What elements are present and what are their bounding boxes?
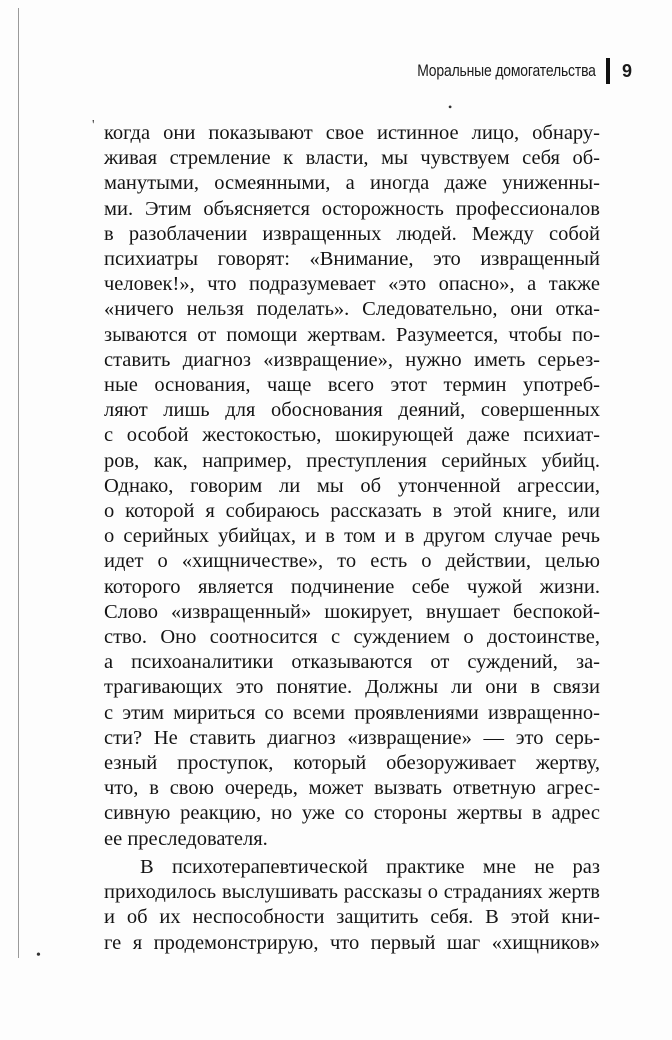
text-line: которого является подчинение себе чужой жизни.: [104, 575, 600, 598]
text-line: в разоблачении извращенных людей. Между собой: [104, 222, 600, 245]
scan-speck: •: [36, 948, 41, 963]
page-spine-edge: [18, 8, 19, 958]
scan-speck: •: [448, 100, 453, 114]
page-header: [378, 58, 632, 84]
text-line: человек!», что подразумевает «это опасно», а также: [104, 273, 600, 296]
header-divider: [606, 58, 610, 84]
text-line: ров, как, например, преступления серийных убийц.: [104, 449, 600, 472]
scan-speck: ': [92, 118, 95, 133]
text-line: а психоаналитики отказываются от суждений, за-: [104, 651, 600, 674]
paragraph-2: [104, 855, 600, 956]
text-line: что, в свою очередь, может вызвать ответную агрес-: [104, 777, 600, 800]
text-line: с особой жестокостью, шокирующей даже психиат-: [104, 424, 600, 447]
page-number: 9: [621, 60, 632, 81]
text-line: с этим мириться со всеми проявлениями извращенно-: [104, 701, 600, 724]
text-line: В психотерапевтической практике мне не раз: [140, 855, 600, 878]
body-text: [104, 121, 600, 956]
text-line: идет о «хищничестве», то есть о действии, целью: [104, 550, 600, 573]
text-line: ге я продемонстрирую, что первый шаг «хищников»: [104, 931, 600, 954]
text-line: приходилось выслушивать рассказы о страданиях жертв: [104, 881, 600, 904]
text-line: ляют лишь для обоснования деяний, совершенных: [104, 399, 600, 422]
text-line: ные основания, чаще всего этот термин употреб-: [104, 374, 600, 397]
text-line: езный проступок, который обезоруживает жертву,: [104, 752, 600, 775]
text-line: ми. Этим объясняется осторожность профессионалов: [104, 197, 600, 220]
text-line: ставить диагноз «извращение», нужно иметь серьез-: [104, 348, 600, 371]
text-line: трагивающих это понятие. Должны ли они в связи: [104, 676, 600, 699]
text-line: о которой я собираюсь рассказать в этой книге, или: [104, 500, 600, 523]
text-line: живая стремление к власти, мы чувствуем себя об-: [104, 147, 600, 170]
text-line: психиатры говорят: «Внимание, это извращенный: [104, 248, 600, 271]
text-line: «ничего нельзя поделать». Следовательно, они отка-: [104, 298, 600, 321]
text-line: ее преследователя.: [104, 827, 268, 850]
running-head: Моральные домогательства: [417, 61, 596, 80]
text-line: сти? Не ставить диагноз «извращение» — это серь-: [104, 726, 600, 749]
text-line: о серийных убийцах, и в том и в другом случае речь: [104, 525, 600, 548]
text-line: сивную реакцию, но уже со стороны жертвы в адрес: [104, 802, 600, 825]
text-line: зываются от помощи жертвам. Разумеется, чтобы по-: [104, 323, 600, 346]
text-line: Слово «извращенный» шокирует, внушает беспокой-: [104, 600, 600, 623]
text-line: манутыми, осмеянными, а иногда даже униженны-: [104, 172, 600, 195]
text-line: и об их неспособности защитить себя. В этой кни-: [104, 906, 600, 929]
text-line: Однако, говорим ли мы об утонченной агрессии,: [104, 474, 600, 497]
text-line: когда они показывают свое истинное лицо, обнару-: [104, 122, 600, 144]
paragraph-1: [104, 121, 600, 852]
text-line: ство. Оно соотносится с суждением о достоинстве,: [104, 626, 600, 649]
